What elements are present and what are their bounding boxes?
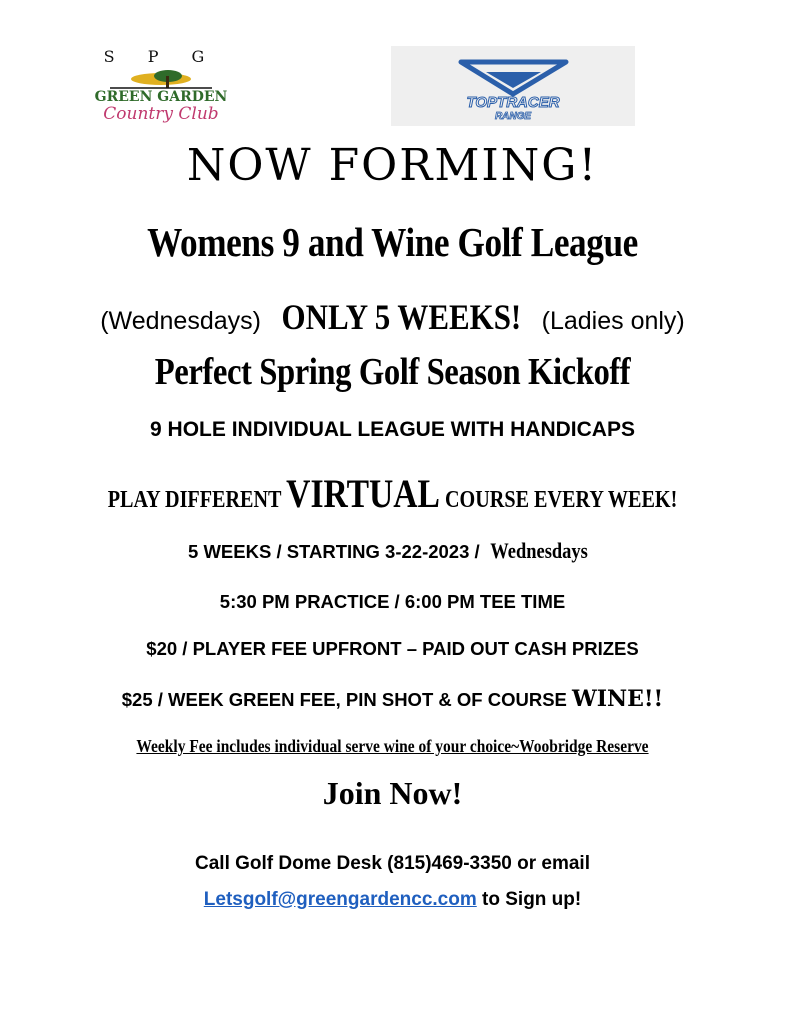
contact-line: Call Golf Dome Desk (815)469-3350 or email [195,853,590,874]
week-fee-wine: WINE!! [572,686,664,712]
headline: NOW FORMING! [186,140,599,191]
weeks-day: (Wednesdays) [100,307,261,335]
times-line: 5:30 PM PRACTICE / 6:00 PM TEE TIME [219,591,566,612]
signup-line [0,889,785,911]
logo-toptracer-name: TOPTRACER [466,94,560,111]
toptracer-logo [391,46,635,126]
virtual-big: VIRTUAL [286,471,440,516]
schedule-day: Wednesdays [490,538,588,563]
week-fee-main: $25 / WEEK GREEN FEE, PIN SHOT & OF COURSE [121,689,567,710]
format-line: 9 HOLE INDIVIDUAL LEAGUE WITH HANDICAPS [150,418,635,441]
virtual-line [63,470,722,517]
join-now: Join Now! [322,775,463,811]
virtual-pre: PLAY DIFFERENT [107,487,282,513]
weeks-audience: (Ladies only) [541,307,685,335]
schedule-main: 5 WEEKS / STARTING 3-22-2023 / [188,541,480,562]
weeks-emphasis: ONLY 5 WEEKS! [281,297,522,337]
logo-name: GREEN GARDEN [94,89,228,105]
virtual-post: COURSE EVERY WEEK! [445,487,678,513]
weeks-line [0,296,785,338]
logo-sub: Country Club [103,104,219,124]
logo-initials: S P G [103,47,219,66]
kickoff-line: Perfect Spring Golf Season Kickoff [154,351,631,393]
fee-note: Weekly Fee includes individual serve wine of your choice~Woobridge Reserve [136,736,649,756]
email-link[interactable]: Letsgolf@greengardencc.com [203,889,477,910]
schedule-line [0,538,785,564]
logo-toptracer-sub: RANGE [494,111,532,122]
league-title: Womens 9 and Wine Golf League [147,219,638,265]
signup-post: to Sign up! [482,889,582,910]
player-fee-line: $20 / PLAYER FEE UPFRONT – PAID OUT CASH PRIZES [146,638,639,659]
week-fee-line [0,686,785,712]
green-garden-logo [50,46,272,128]
